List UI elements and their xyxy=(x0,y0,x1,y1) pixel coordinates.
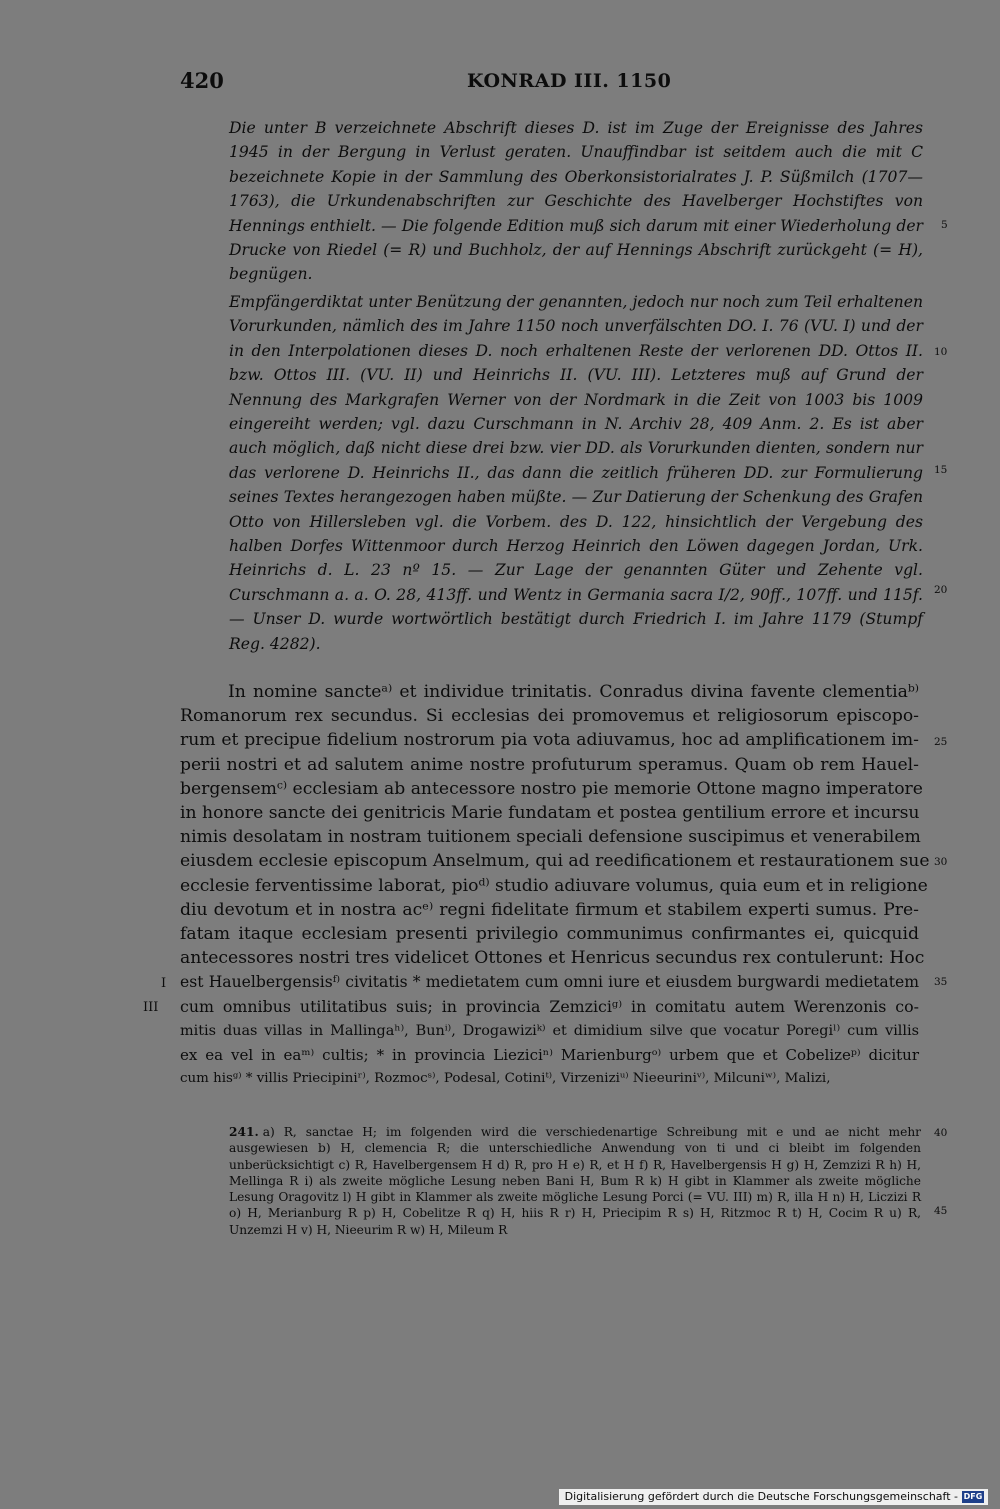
line-number: 15 xyxy=(934,464,948,476)
text-line: in honore sancte dei genitricis Marie fundatam et postea gentilium errore et incursu xyxy=(180,803,920,824)
text-line: cum omnibus utilitatibus suis; in provincia Zemziciᵍ⁾ in comitatu autem Werenzonis co- xyxy=(180,996,919,1016)
text-line: antecessores nostri tres videlicet Ottones et Henricus secundus rex contulerunt: Hoc xyxy=(180,948,925,969)
page-number: 420 xyxy=(180,68,224,93)
text-line: nimis desolatam in nostram tuitionem speciali defensione suscipimus et venerabilem xyxy=(180,827,921,848)
page-header xyxy=(180,68,920,98)
line-number: 45 xyxy=(934,1205,948,1217)
line-number: 25 xyxy=(934,736,948,748)
footnotes xyxy=(229,1124,921,1238)
text-line: ex ea vel in eaᵐ⁾ cultis; * in provincia Lieziciⁿ⁾ Marienburgᵒ⁾ urbem que et Cobelizeᵖ⁾ dicitur xyxy=(180,1046,919,1065)
charter-text xyxy=(180,680,930,1091)
line-number: 5 xyxy=(941,219,948,231)
document-number: 241. xyxy=(229,1125,259,1139)
dfg-logo: DFG xyxy=(963,1492,983,1501)
line-number: 40 xyxy=(934,1127,948,1139)
running-head: KONRAD III. 1150 xyxy=(467,70,672,92)
margin-siglum: III xyxy=(143,1000,159,1015)
text-line: mitis duas villas in Mallingaʰ⁾, Bunⁱ⁾, Drogawiziᵏ⁾ et dimidium silve que vocatur Poregiˡ⁾ cum villis xyxy=(180,1022,919,1039)
margin-siglum: I xyxy=(161,976,167,991)
text-line: ecclesie ferventissime laborat, pioᵈ⁾ studio adiuvare volumus, quia eum et in religione xyxy=(180,875,928,896)
line-number: 35 xyxy=(934,976,948,988)
text-line: est Hauelbergensisᶠ⁾ civitatis * medietatem cum omni iure et eiusdem burgwardi medietatem xyxy=(180,973,919,992)
footer-text: Digitalisierung gefördert durch die Deutsche Forschungsgemeinschaft - xyxy=(564,1490,958,1503)
text-line: eiusdem ecclesie episcopum Anselmum, qui ad reedificationem et restaurationem sue xyxy=(180,851,930,872)
text-line: In nomine sancteᵃ⁾ et individue trinitatis. Conradus divina favente clementiaᵇ⁾ xyxy=(228,682,919,702)
text-line: perii nostri et ad salutem anime nostre profuturum speramus. Quam ob rem Hauel- xyxy=(180,754,919,775)
line-number: 10 xyxy=(934,346,948,358)
text-line: Romanorum rex secundus. Si ecclesias dei promovemus et religiosorum episcopo- xyxy=(180,706,919,727)
line-number: 30 xyxy=(934,856,948,868)
line-number: 20 xyxy=(934,584,948,596)
footnote-text: a) R, sanctae H; im folgenden wird die verschiedenartige Schreibung mit e und ae nicht mehr ausgewiesen b) H, clemencia R; die unterschiedliche Anwendung von ti und ci bleibt im folgenden unberücksichtigt c) R, Havelbergensem H d) R, pro H e) R, et H f) R, Havelbergensis H g) H, Zemzizi R h) H, Mellinga R i) als zweite mögliche Lesung neben Bani H, Bum R k) H gibt in Klammer als zweite mögliche Lesung Oragovitz l) H gibt in Klammer als zweite mögliche Lesung Porci (= VU. III) m) R, illa H n) H, Liczizi R o) H, Merianburg R p) H, Cobelitze R q) H, hiis R r) H, Priecipim R s) H, Ritzmoc R t) H, Cocim R u) R, Unzemzi H v) H, Nieeurim R w) H, Mileum R xyxy=(229,1125,921,1237)
text-line: cum hisᵍ⁾ * villis Priecipiniʳ⁾, Rozmocˢ⁾, Podesal, Cotiniᵗ⁾, Virzeniziᵘ⁾ Nieeuriniᵛ⁾, Milcuniʷ⁾, Malizi, xyxy=(180,1071,831,1087)
text-line: rum et precipue fidelium nostrorum pia vota adiuvamus, hoc ad amplificationem im- xyxy=(180,730,919,751)
preliminary-paragraph-2: Empfängerdiktat unter Benützung der genannten, jedoch nur noch zum Teil erhaltenen Vorurkunden, nämlich des im Jahre 1150 noch unverfälschten DO. I. 76 (VU. I) und der in den Interpolationen dieses D. noch erhaltenen Reste der verlorenen DD. Ottos II. bzw. Ottos III. (VU. II) und Heinrichs II. (VU. III). Letzteres muß auf Grund der Nennung des Markgrafen Werner von der Nordmark in die Zeit von 1003 bis 1009 eingereiht werden; vgl. dazu Curschmann in N. Archiv 28, 409 Anm. 2. Es ist aber auch möglich, daß nicht diese drei bzw. vier DD. als Vorurkunden dienten, sondern nur das verlorene D. Heinrichs II., das dann die zeitlich früheren DD. zur Formulierung seines Textes herangezogen haben müßte. — Zur Datierung der Schenkung des Grafen Otto von Hillersleben vgl. die Vorbem. des D. 122, hinsichtlich der Vergebung des halben Dorfes Wittenmoor durch Herzog Heinrich den Löwen dagegen Jordan, Urk. Heinrichs d. L. 23 nº 15. — Zur Lage der genannten Güter und Zehente vgl. Curschmann a. a. O. 28, 413ff. und Wentz in Germania sacra I/2, 90ff., 107ff. und 115f. — Unser D. wurde wortwörtlich bestätigt durch Friedrich I. im Jahre 1179 (Stumpf Reg. 4282). xyxy=(229,293,923,653)
text-line: fatam itaque ecclesiam presenti privilegio communimus confirmantes ei, quicquid xyxy=(180,924,919,945)
digitization-footer xyxy=(559,1489,988,1505)
text-line: diu devotum et in nostra acᵉ⁾ regni fidelitate firmum et stabilem experti sumus. Pre- xyxy=(180,899,919,920)
preliminary-paragraph-1: Die unter B verzeichnete Abschrift dieses D. ist im Zuge der Ereignisse des Jahres 1945 in der Bergung in Verlust geraten. Unauffindbar ist seitdem auch die mit C bezeichnete Kopie in der Sammlung des Oberkonsistorialrates J. P. Süßmilch (1707—1763), die Urkundenabschriften zur Geschichte des Havelberger Hochstiftes von Hennings enthielt. — Die folgende Edition muß sich darum mit einer Wiederholung der Drucke von Riedel (= R) und Buchholz, der auf Hennings Abschrift zurückgeht (= H), begnügen. xyxy=(229,119,923,284)
text-line: bergensemᶜ⁾ ecclesiam ab antecessore nostro pie memorie Ottone magno imperatore xyxy=(180,778,923,799)
